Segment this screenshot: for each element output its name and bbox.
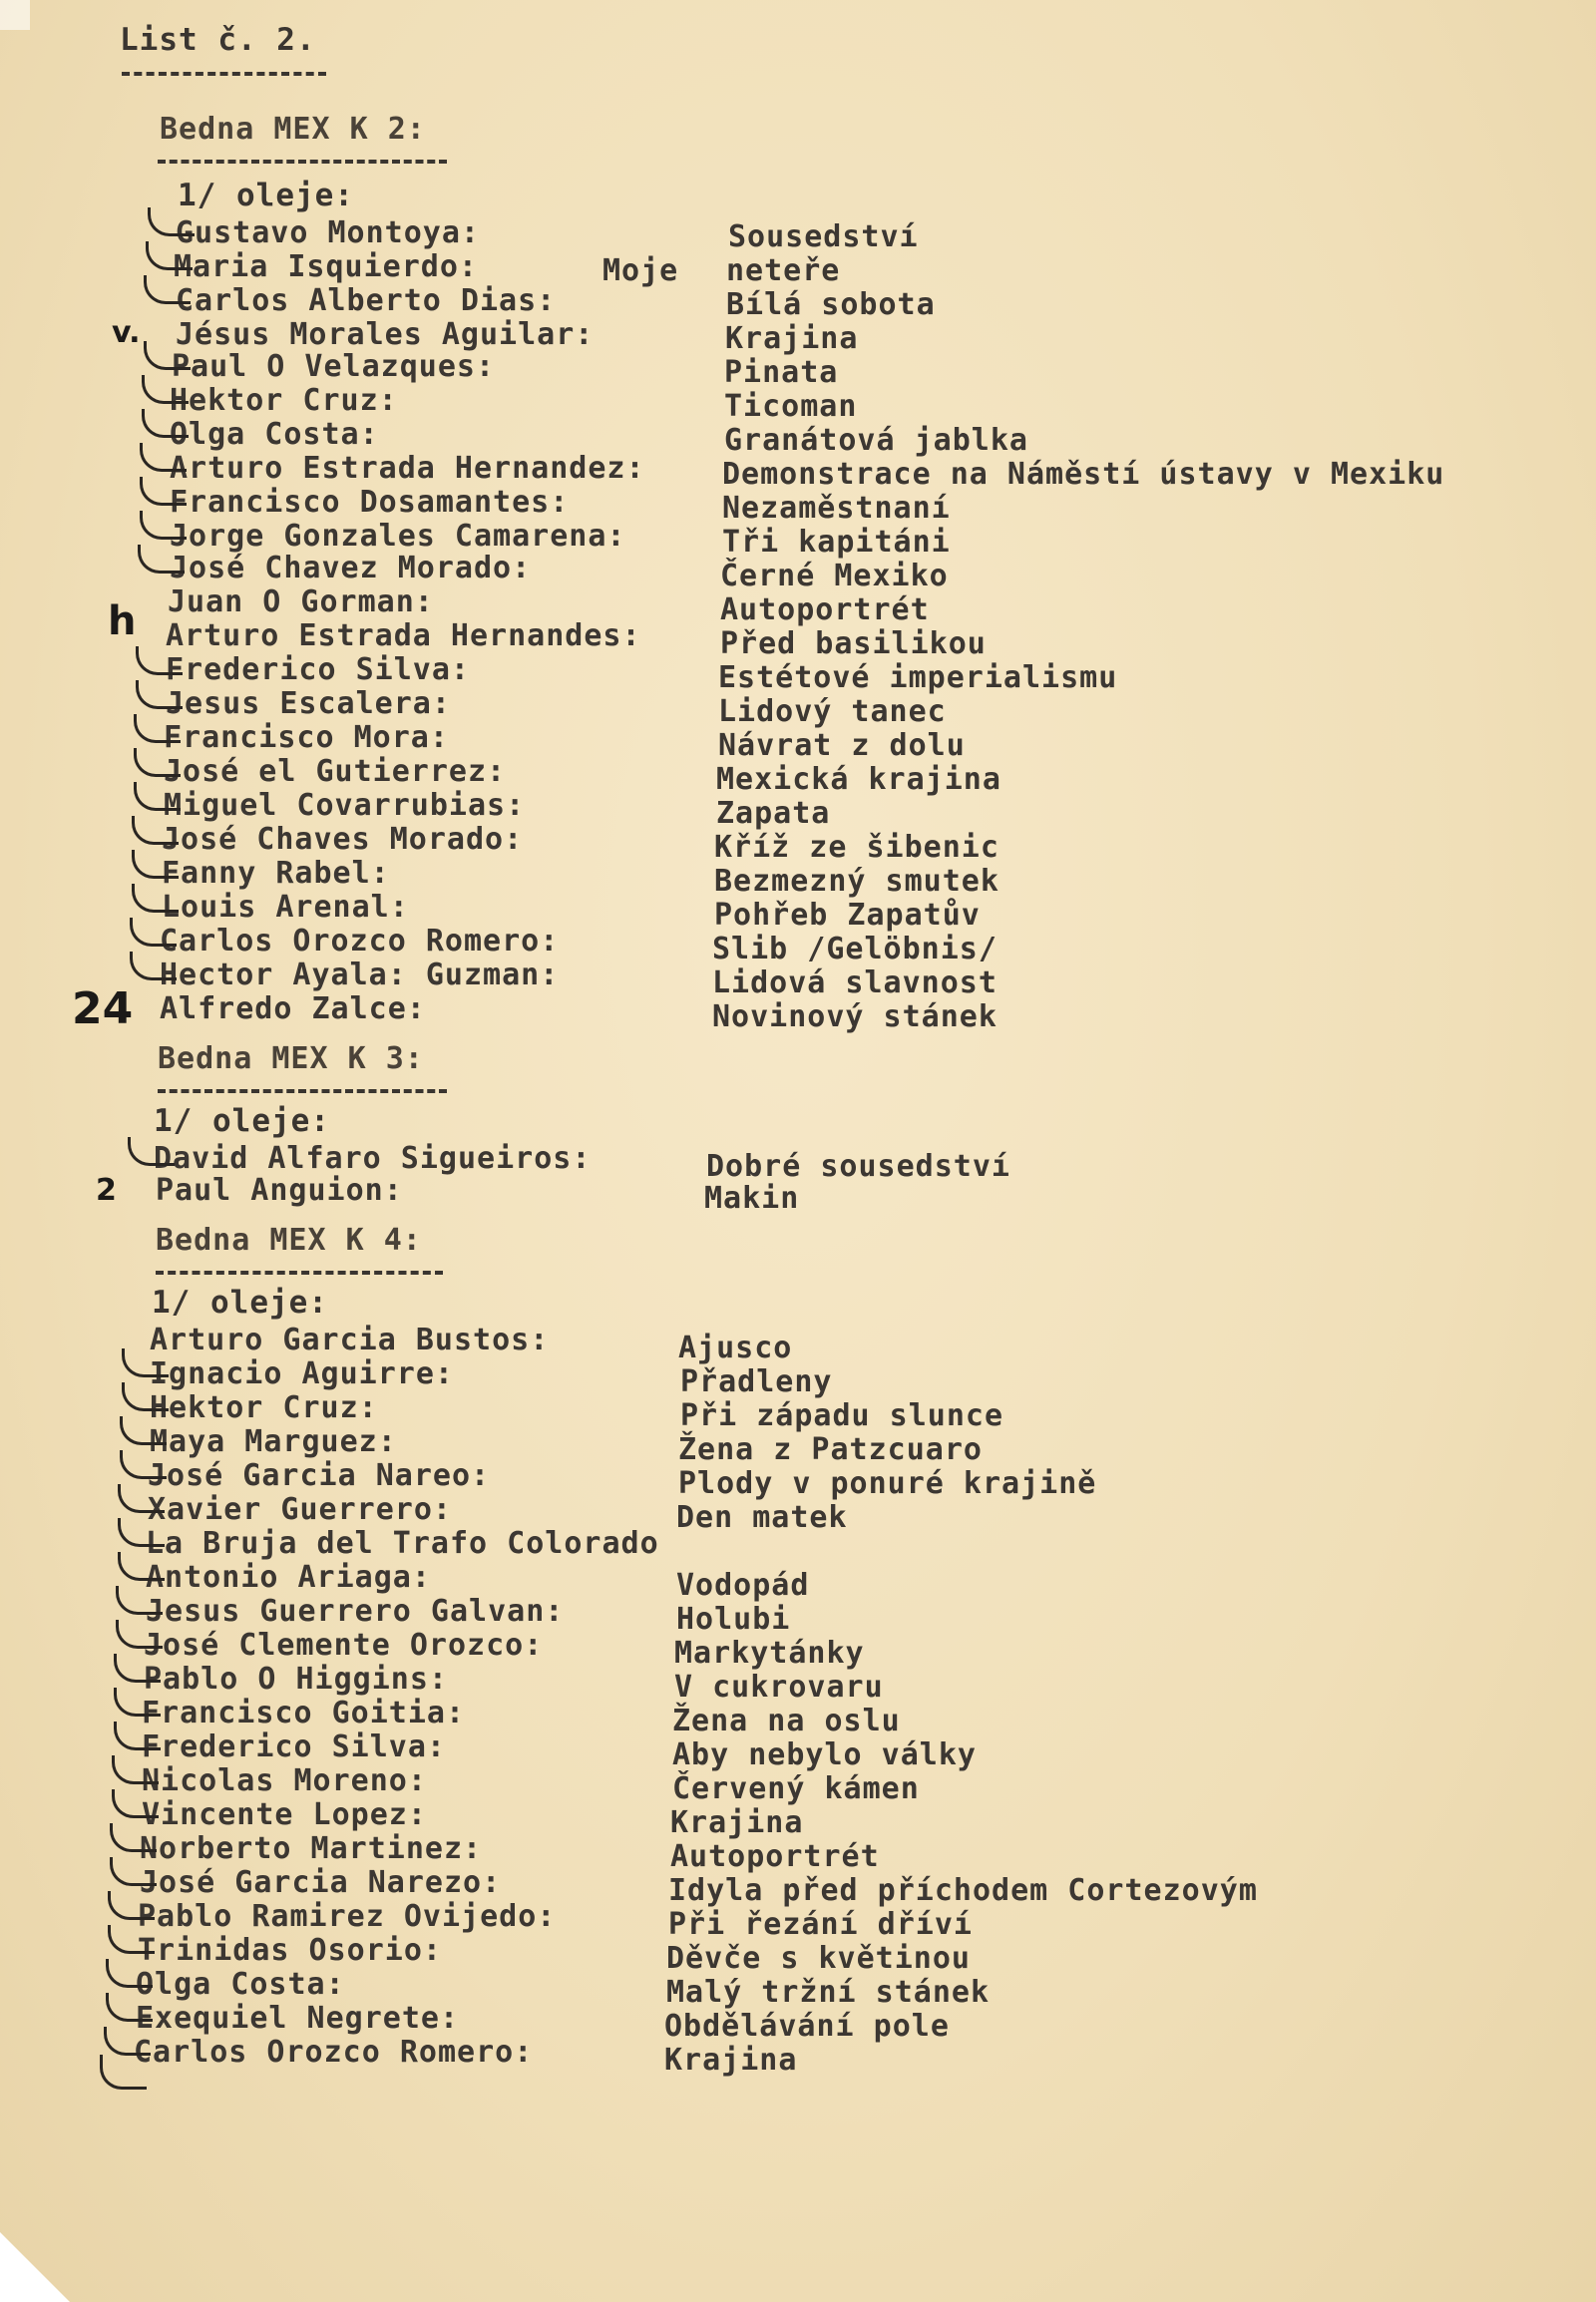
work-title: Černé Mexiko	[720, 559, 949, 593]
artist-name: Alfredo Zalce:	[160, 991, 426, 1026]
work-title: Bílá sobota	[726, 287, 936, 322]
work-title: neteře	[726, 253, 841, 288]
artist-name: Hektor Cruz:	[170, 383, 398, 418]
handwritten-2-mark: 2	[96, 1173, 117, 1208]
artist-name: Pablo O Higgins:	[144, 1662, 448, 1697]
artist-name: Hector Ayala: Guzman:	[160, 958, 560, 992]
work-title: Ticoman	[724, 389, 858, 424]
box-title-underline	[158, 1089, 447, 1093]
work-title-prefix: Moje	[602, 253, 679, 288]
box-title: Bedna MEX K 2:	[160, 112, 426, 147]
artist-name: Pablo Ramirez Ovijedo:	[138, 1899, 557, 1934]
work-title: Před basilikou	[720, 626, 987, 661]
artist-name: Xavier Guerrero:	[148, 1492, 452, 1527]
artist-name: Frederico Silva:	[142, 1729, 446, 1764]
work-title: Makin	[704, 1181, 800, 1216]
artist-name: Carlos Orozco Romero:	[134, 2035, 534, 2070]
artist-name: Francisco Dosamantes:	[170, 485, 570, 520]
work-title: Pohřeb Zapatův	[714, 898, 981, 933]
work-title: Děvče s květinou	[666, 1941, 971, 1976]
artist-name: Jesus Guerrero Galvan:	[146, 1594, 565, 1629]
work-title: Při řezání dříví	[668, 1907, 973, 1942]
artist-name: Paul O Velazques:	[172, 349, 496, 384]
work-title: Lidová slavnost	[712, 965, 998, 1000]
artist-name: Jesus Escalera:	[166, 686, 451, 721]
work-title: Pinata	[724, 355, 839, 390]
artist-name: Paul Anguion:	[156, 1173, 403, 1208]
artist-name: Frederico Silva:	[166, 652, 470, 687]
handwritten-h-mark: h	[108, 598, 137, 644]
artist-name: Ignacio Aguirre:	[150, 1356, 454, 1391]
work-title: Idyla před příchodem Cortezovým	[668, 1873, 1258, 1908]
artist-name: José el Gutierrez:	[164, 754, 507, 789]
artist-name: Arturo Estrada Hernandes:	[166, 618, 641, 653]
category-label: 1/ oleje:	[154, 1103, 330, 1139]
work-title: Nezaměstnaní	[722, 491, 951, 526]
artist-name: Antonio Ariaga:	[146, 1560, 431, 1595]
artist-name: Carlos Orozco Romero:	[160, 924, 560, 959]
category-label: 1/ oleje:	[152, 1285, 328, 1321]
artist-name: Gustavo Montoya:	[176, 215, 480, 250]
page-label-underline	[122, 72, 326, 76]
box-title: Bedna MEX K 3:	[158, 1041, 424, 1076]
work-title: Mexická krajina	[716, 762, 1001, 797]
work-title: Den matek	[676, 1500, 848, 1535]
scan-corner-fold	[0, 2232, 70, 2302]
artist-name: Miguel Covarrubias:	[164, 788, 526, 823]
work-title: Malý tržní stánek	[666, 1975, 991, 2010]
work-title: Vodopád	[676, 1568, 810, 1603]
artist-name: Arturo Garcia Bustos:	[150, 1323, 550, 1357]
artist-name: José Clemente Orozco:	[144, 1628, 544, 1663]
artist-name: Trinidas Osorio:	[138, 1933, 442, 1968]
work-title: Markytánky	[674, 1636, 865, 1671]
artist-name: Jésus Morales Aguilar:	[176, 317, 595, 352]
handwritten-24-mark: 24	[72, 983, 134, 1034]
work-title: Krajina	[670, 1805, 804, 1840]
artist-name: Arturo Estrada Hernandez:	[170, 451, 645, 486]
artist-name: José Garcia Narezo:	[140, 1865, 502, 1900]
work-title: Krajina	[664, 2043, 798, 2078]
work-title: Návrat z dolu	[718, 728, 966, 763]
work-title: Tři kapitáni	[722, 525, 951, 560]
work-title: Slib /Gelöbnis/	[712, 932, 998, 966]
box-title: Bedna MEX K 4:	[156, 1223, 422, 1258]
artist-name: Francisco Goitia:	[142, 1696, 466, 1730]
work-title: Novinový stánek	[712, 999, 998, 1034]
box-title-underline	[158, 160, 447, 164]
work-title: Autoportrét	[720, 592, 930, 627]
work-title: Při západu slunce	[680, 1398, 1004, 1433]
artist-name: José Chaves Morado:	[162, 822, 524, 857]
work-title: Plody v ponuré krajině	[678, 1466, 1097, 1501]
artist-name: Exequiel Negrete:	[136, 2001, 460, 2036]
work-title: Lidový tanec	[718, 694, 947, 729]
work-title: Červený kámen	[672, 1771, 920, 1806]
work-title: Estétové imperialismu	[718, 660, 1118, 695]
artist-name: Olga Costa:	[136, 1967, 345, 2002]
check-mark-icon	[100, 2055, 147, 2090]
work-title: Krajina	[725, 321, 859, 356]
artist-name: Fanny Rabel:	[162, 856, 390, 891]
artist-name: José Garcia Nareo:	[148, 1458, 491, 1493]
artist-name: Maya Marguez:	[150, 1424, 397, 1459]
artist-name: Hektor Cruz:	[150, 1390, 378, 1425]
artist-name: Francisco Mora:	[164, 720, 449, 755]
box-title-underline	[156, 1271, 443, 1275]
work-title: Demonstrace na Náměstí ústavy v Mexiku	[722, 457, 1445, 492]
work-title: Kříž ze šibenic	[714, 830, 999, 865]
work-title: V cukrovaru	[674, 1670, 884, 1705]
artist-name: Maria Isquierdo:	[174, 249, 478, 284]
work-title: Granátová jablka	[724, 423, 1028, 458]
work-title: Žena z Patzcuaro	[678, 1432, 983, 1467]
artist-name: Juan O Gorman:	[168, 584, 434, 619]
artist-name: Norberto Martinez:	[140, 1831, 483, 1866]
artist-name: Carlos Alberto Dias:	[176, 283, 557, 318]
work-title: Bezmezný smutek	[714, 864, 999, 899]
artist-name: Vincente Lopez:	[142, 1797, 427, 1832]
work-title: Žena na oslu	[672, 1704, 901, 1738]
work-title: Zapata	[716, 796, 831, 831]
scan-corner	[0, 0, 30, 30]
artist-name: Jorge Gonzales Camarena:	[170, 519, 626, 554]
handwritten-v-mark: v.	[112, 315, 141, 350]
artist-name: Olga Costa:	[170, 417, 379, 452]
work-title: Holubi	[676, 1602, 791, 1637]
page-label: List č. 2.	[120, 22, 316, 58]
work-title: Přadleny	[680, 1364, 833, 1399]
work-title: Sousedství	[728, 219, 919, 254]
work-title: Obdělávání pole	[664, 2009, 950, 2044]
artist-name: José Chavez Morado:	[170, 551, 532, 585]
work-title: Autoportrét	[670, 1839, 880, 1874]
work-title: Ajusco	[678, 1331, 793, 1365]
artist-name: Nicolas Moreno:	[142, 1763, 427, 1798]
category-label: 1/ oleje:	[178, 178, 354, 213]
work-title: Aby nebylo války	[672, 1737, 977, 1772]
artist-name: La Bruja del Trafo Colorado	[146, 1526, 659, 1561]
artist-name: David Alfaro Sigueiros:	[154, 1141, 592, 1176]
work-title: Dobré sousedství	[706, 1149, 1010, 1184]
artist-name: Louis Arenal:	[162, 890, 409, 925]
